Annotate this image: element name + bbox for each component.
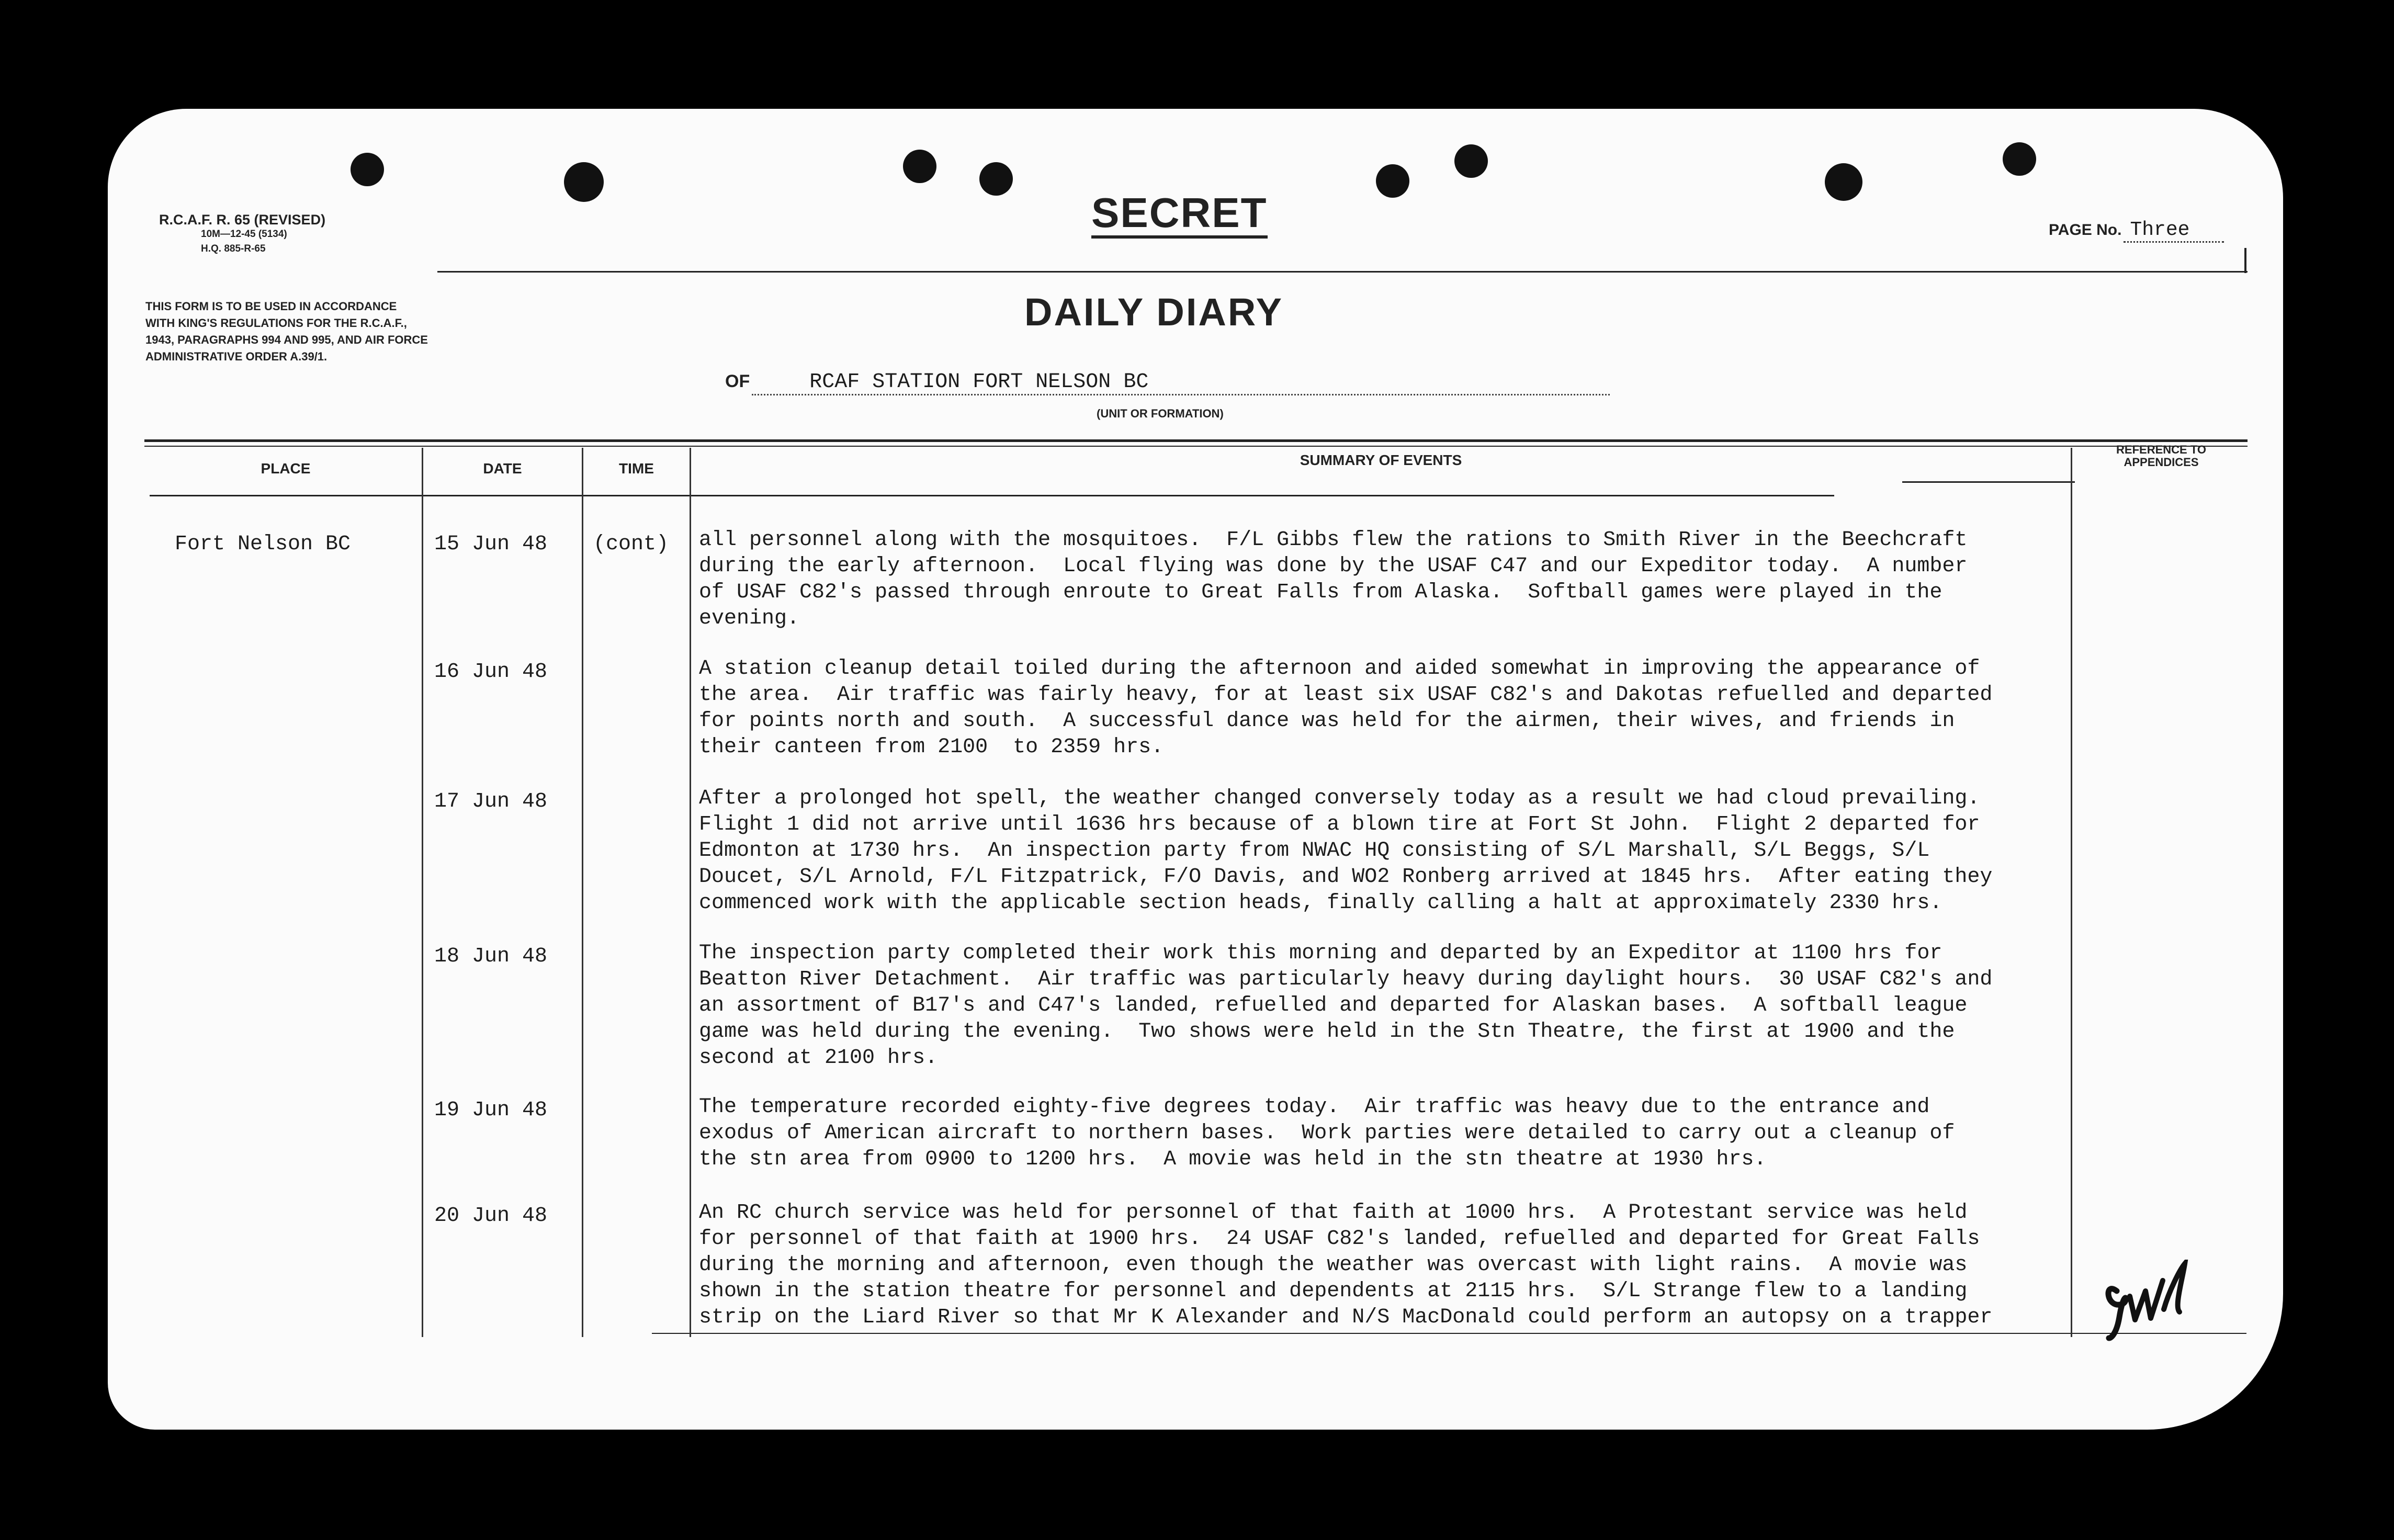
entry-time: (cont) — [593, 533, 669, 556]
summary-line: A station cleanup detail toiled during the afternoon and aided somewhat in improving the appearance of — [699, 657, 1980, 681]
binder-hole — [979, 162, 1013, 196]
page-number — [2049, 219, 2224, 243]
summary-line: The temperature recorded eighty-five degrees today. Air traffic was heavy due to the entrance and — [699, 1095, 1930, 1119]
header-rule-tick — [2244, 248, 2246, 273]
column-header-date: DATE — [483, 460, 522, 477]
entry-date: 15 Jun 48 — [434, 533, 548, 556]
classification-stamp: SECRET — [1091, 190, 1268, 239]
diary-page — [108, 109, 2283, 1430]
binder-hole — [1376, 164, 1409, 198]
form-id-line: 10M—12-45 (5134) — [201, 229, 287, 240]
summary-line: Edmonton at 1730 hrs. An inspection party from NWAC HQ consisting of S/L Marshall, S/L Beggs, S/L — [699, 839, 1930, 863]
form-id-line: R.C.A.F. R. 65 (REVISED) — [159, 212, 326, 228]
entry-date: 18 Jun 48 — [434, 945, 548, 968]
unit-line — [725, 370, 1610, 395]
entry-date: 16 Jun 48 — [434, 660, 548, 684]
binder-hole — [351, 153, 384, 186]
table-top-rule — [144, 439, 2248, 442]
entry-date: 20 Jun 48 — [434, 1204, 548, 1228]
entry-date: 17 Jun 48 — [434, 790, 548, 813]
reference-header-line: APPENDICES — [2124, 456, 2199, 469]
instruction-line: ADMINISTRATIVE ORDER A.39/1. — [145, 350, 328, 363]
summary-line: all personnel along with the mosquitoes. F/L Gibbs flew the rations to Smith River in the Beechcraft — [699, 528, 1968, 552]
unit-name: RCAF STATION FORT NELSON BC — [752, 370, 1610, 395]
binder-hole — [564, 162, 604, 202]
entry-place: Fort Nelson BC — [175, 533, 351, 556]
summary-line: Doucet, S/L Arnold, F/L Fitzpatrick, F/O Davis, and WO2 Ronberg arrived at 1845 hrs. After eating they — [699, 865, 1993, 889]
column-header-rule — [150, 495, 1834, 496]
summary-line: The inspection party completed their work this morning and departed by an Expeditor at 1100 hrs for — [699, 942, 1943, 965]
page-title: DAILY DIARY — [1024, 290, 1283, 334]
summary-line: during the morning and afternoon, even though the weather was overcast with light rains. A movie was — [699, 1253, 1968, 1277]
binder-hole — [1825, 163, 1862, 201]
form-instructions — [145, 298, 428, 365]
table-bottom-rule — [652, 1333, 2246, 1334]
entry-summary — [699, 656, 1992, 761]
instruction-line: WITH KING'S REGULATIONS FOR THE R.C.A.F., — [145, 316, 407, 330]
summary-line: second at 2100 hrs. — [699, 1046, 938, 1070]
entry-summary — [699, 1094, 1955, 1173]
summary-line: An RC church service was held for personnel of that faith at 1000 hrs. A Protestant service was held — [699, 1201, 1968, 1225]
summary-line: game was held during the evening. Two shows were held in the Stn Theatre, the first at 1900 and the — [699, 1020, 1955, 1044]
summary-line: commenced work with the applicable section heads, finally calling a halt at approximately 2330 hrs. — [699, 891, 1943, 915]
summary-line: shown in the station theatre for personnel and dependents at 2115 hrs. S/L Strange flew to a landing — [699, 1279, 1968, 1303]
summary-line: for personnel of that faith at 1900 hrs. 24 USAF C82's landed, refuelled and departed for Great Falls — [699, 1227, 1980, 1251]
summary-line: strip on the Liard River so that Mr K Alexander and N/S MacDonald could perform an autopsy on a trapper — [699, 1306, 1993, 1329]
column-header-time: TIME — [619, 460, 654, 477]
column-header-rule — [1902, 481, 2075, 483]
summary-line: evening. — [699, 607, 800, 630]
summary-line: Flight 1 did not arrive until 1636 hrs because of a blown tire at Fort St John. Flight 2 departed for — [699, 813, 1980, 836]
entry-date: 19 Jun 48 — [434, 1099, 548, 1122]
entry-summary — [699, 1200, 1992, 1331]
handwritten-initials-signature — [2101, 1260, 2195, 1349]
summary-line: the stn area from 0900 to 1200 hrs. A movie was held in the stn theatre at 1930 hrs. — [699, 1148, 1767, 1171]
summary-line: during the early afternoon. Local flying was done by the USAF C47 and our Expeditor today. A number — [699, 554, 1968, 578]
form-id-line: H.Q. 885-R-65 — [201, 243, 266, 254]
binder-hole — [2003, 142, 2036, 176]
entry-summary — [699, 527, 1967, 632]
page-number-label: PAGE No. — [2049, 221, 2122, 239]
binder-hole — [1454, 144, 1488, 178]
binder-hole — [903, 150, 936, 183]
column-divider — [2071, 448, 2072, 1337]
entry-summary — [699, 786, 1992, 916]
header-rule — [437, 271, 2248, 273]
column-divider — [690, 448, 691, 1337]
column-divider — [582, 448, 583, 1337]
instruction-line: THIS FORM IS TO BE USED IN ACCORDANCE — [145, 300, 397, 313]
unit-of-label: OF — [725, 371, 750, 391]
summary-line: an assortment of B17's and C47's landed, refuelled and departed for Alaskan bases. A softball league — [699, 994, 1968, 1017]
summary-line: After a prolonged hot spell, the weather changed conversely today as a result we had cloud prevailing. — [699, 787, 1980, 810]
reference-header-line: REFERENCE TO — [2116, 443, 2206, 456]
column-header-place: PLACE — [261, 460, 311, 477]
summary-line: exodus of American aircraft to northern bases. Work parties were detailed to carry out a cleanup of — [699, 1122, 1955, 1145]
entry-summary — [699, 941, 1992, 1071]
page-number-value: Three — [2124, 219, 2224, 243]
summary-line: of USAF C82's passed through enroute to Great Falls from Alaska. Softball games were played in the — [699, 581, 1943, 604]
column-divider — [422, 448, 423, 1337]
summary-line: Beatton River Detachment. Air traffic was particularly heavy during daylight hours. 30 USAF C82's and — [699, 968, 1993, 991]
table-top-rule-2 — [144, 446, 2248, 447]
column-header-summary: SUMMARY OF EVENTS — [1300, 452, 1462, 468]
column-header-reference — [2075, 444, 2248, 469]
form-id — [159, 212, 325, 256]
unit-caption: (UNIT OR FORMATION) — [1097, 407, 1224, 420]
summary-line: the area. Air traffic was fairly heavy, for at least six USAF C82's and Dakotas refuelled and departed — [699, 683, 1993, 707]
instruction-line: 1943, PARAGRAPHS 994 AND 995, AND AIR FORCE — [145, 333, 428, 346]
summary-line: for points north and south. A successful dance was held for the airmen, their wives, and friends in — [699, 709, 1955, 733]
summary-line: their canteen from 2100 to 2359 hrs. — [699, 735, 1164, 759]
